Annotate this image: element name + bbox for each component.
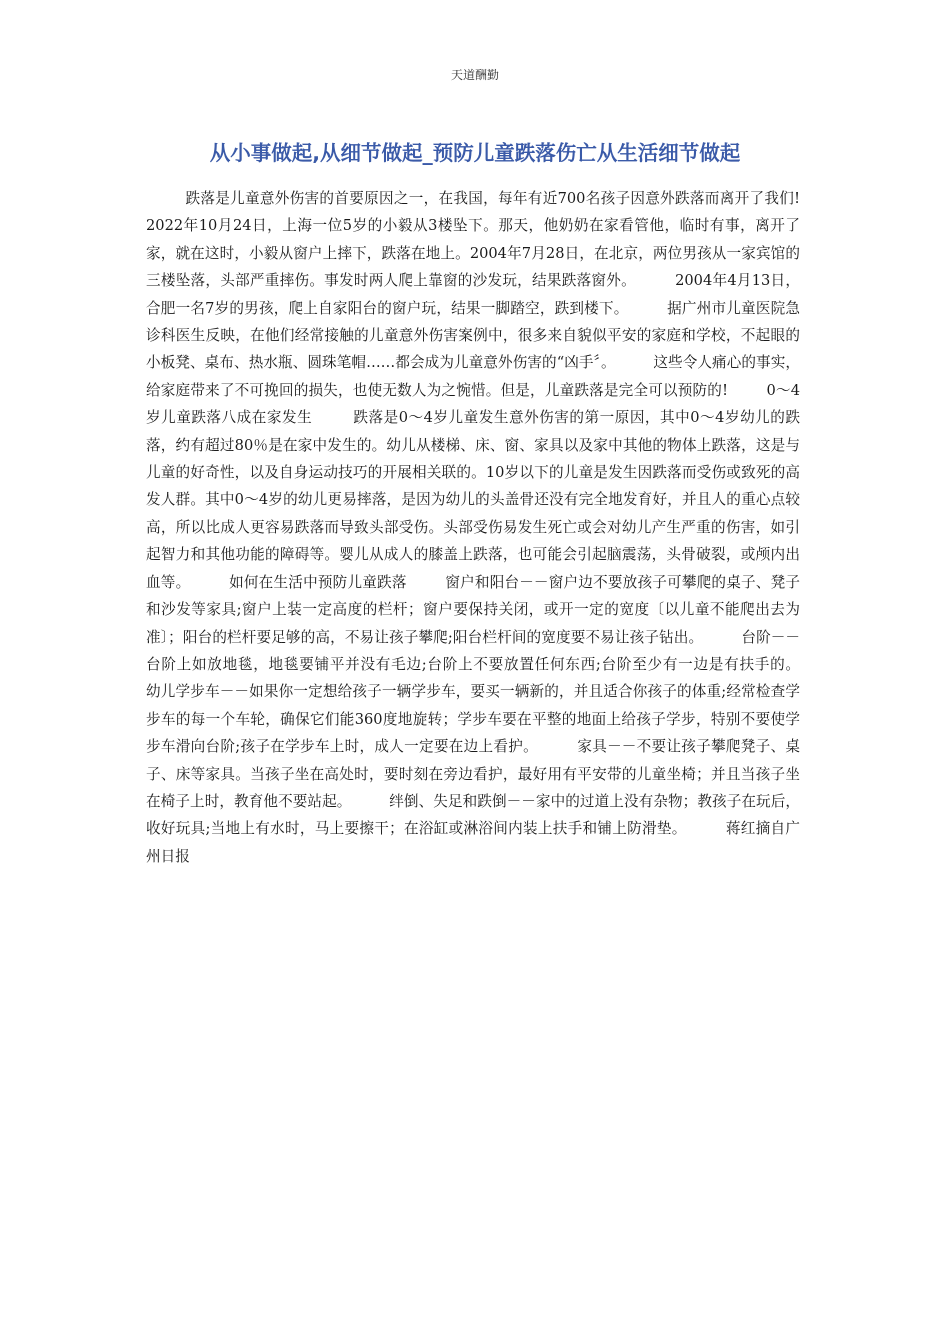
article-body: 跌落是儿童意外伤害的首要原因之一，在我国，每年有近700名孩子因意外跌落而离开了我们! 2022年10月24日，上海一位5岁的小毅从3楼坠下。那天，他奶奶在家看管他，临时有事，离开了家，就在这时，小毅从窗户上摔下，跌落在地上。2004年7月28日，在北京，两位男孩从一家宾馆的三楼坠落，头部严重摔伤。事发时两人爬上靠窗的沙发玩，结果跌落窗外。 2004年4月13日，合肥一名7岁的男孩，爬上自家阳台的窗户玩，结果一脚踏空，跌到楼下。 据广州市儿童医院急诊科医生反映，在他们经常接触的儿童意外伤害案例中，很多来自貌似平安的家庭和学校，不起眼的小板凳、桌布、热水瓶、圆珠笔帽……都会成为儿童意外伤害的“凶手〞。 这些令人痛心的事实，给家庭带来了不可挽回的损失，也使无数人为之惋惜。但是，儿童跌落是完全可以预防的! 0～4岁儿童跌落八成在家发生 跌落是0～4岁儿童发生意外伤害的第一原因，其中0～4岁幼儿的跌落，约有超过80％是在家中发生的。幼儿从楼梯、床、窗、家具以及家中其他的物体上跌落，这是与儿童的好奇性，以及自身运动技巧的开展相关联的。10岁以下的儿童是发生因跌落而受伤或致死的高发人群。其中0～4岁的幼儿更易摔落，是因为幼儿的头盖骨还没有完全地发育好，并且人的重心点较高，所以比成人更容易跌落而导致头部受伤。头部受伤易发生死亡或会对幼儿产生严重的伤害，如引起智力和其他功能的障碍等。婴儿从成人的膝盖上跌落，也可能会引起脑震荡，头骨破裂，或颅内出血等。 如何在生活中预防儿童跌落 窗户和阳台－－窗户边不要放孩子可攀爬的桌子、凳子和沙发等家具;窗户上装一定高度的栏杆；窗户要保持关闭，或开一定的宽度〔以儿童不能爬出去为准〕；阳台的栏杆要足够的高，不易让孩子攀爬;阳台栏杆间的宽度要不易让孩子钻出。 台阶－－台阶上如放地毯，地毯要铺平并没有毛边;台阶上不要放置任何东西;台阶至少有一边是有扶手的。 幼儿学步车－－如果你一定想给孩子一辆学步车，要买一辆新的，并且适合你孩子的体重;经常检查学步车的每一个车轮，确保它们能360度地旋转；学步车要在平整的地面上给孩子学步，特别不要使学步车滑向台阶;孩子在学步车上时，成人一定要在边上看护。 家具－－不要让孩子攀爬凳子、桌子、床等家具。当孩子坐在高处时，要时刻在旁边看护，最好用有平安带的儿童坐椅；并且当孩子坐在椅子上时，教育他不要站起。 绊倒、失足和跌倒－－家中的过道上没有杂物；教孩子在玩后，收好玩具;当地上有水时，马上要擦干；在浴缸或淋浴间内装上扶手和铺上防滑垫。 蒋红摘自广州日报 (146, 190, 838, 865)
page-header: 天道酬勤 (450, 68, 499, 82)
article-title: 从小事做起,从细节做起_预防儿童跌落伤亡从生活细节做起 (209, 141, 741, 165)
